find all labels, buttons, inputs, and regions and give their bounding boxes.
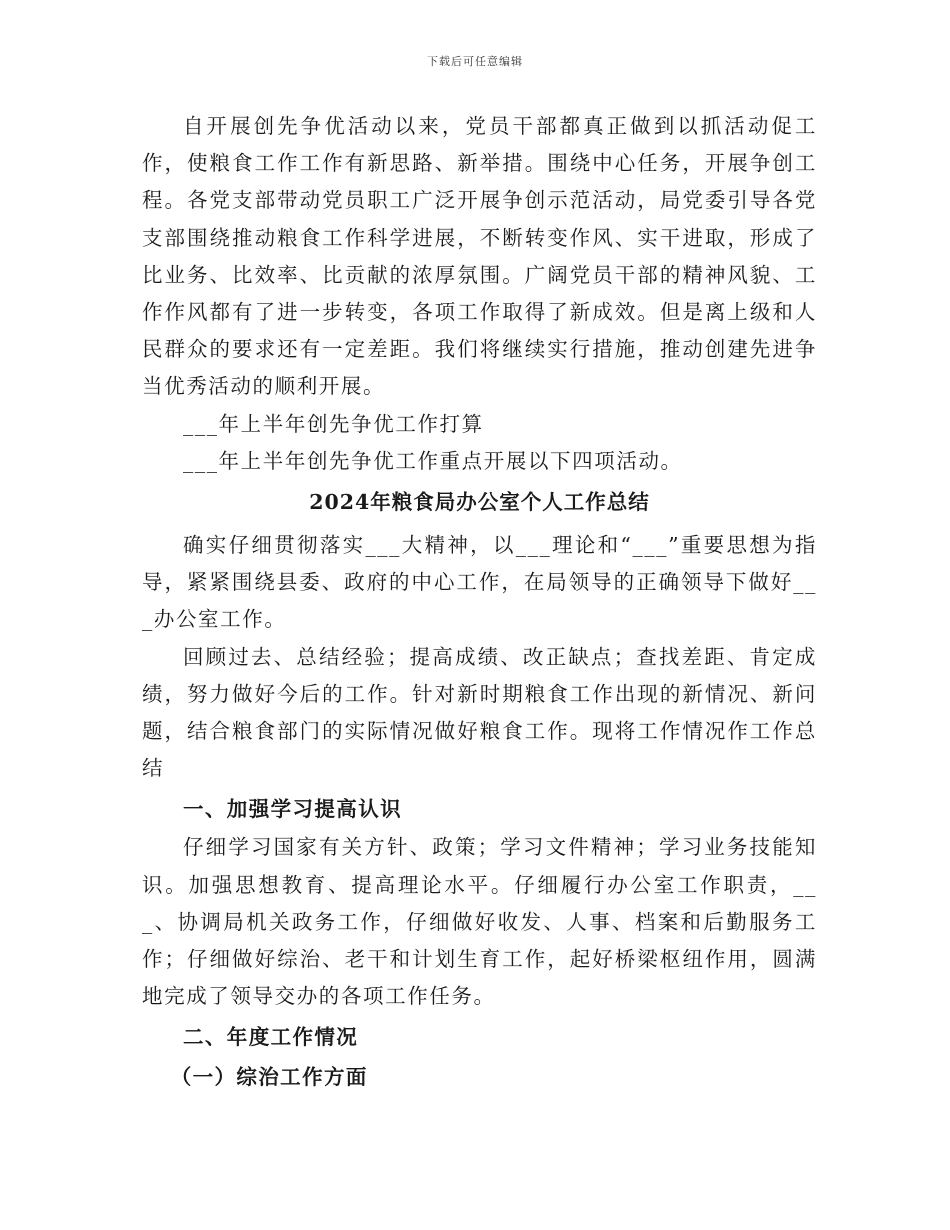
- header-note: 下载后可任意编辑: [427, 55, 523, 68]
- paragraph-plan-title: ___年上半年创先争优工作打算: [183, 411, 484, 436]
- section-heading-annual-work: 二、年度工作情况: [183, 1025, 359, 1050]
- section-heading-study: 一、加强学习提高认识: [183, 797, 402, 822]
- document-title: 2024年粮食局办公室个人工作总结: [309, 490, 650, 515]
- paragraph-plan-intro: ___年上半年创先争优工作重点开展以下四项活动。: [183, 448, 683, 473]
- document-body: [142, 108, 817, 1097]
- paragraph-study-body: 仔细学习国家有关方针、政策；学习文件精神；学习业务技能知识。加强思想教育、提高理论水平。仔细履行办公室工作职责，___、协调局机关政务工作，仔细做好收发、人事、档案和后勤服务工作；仔细做好综治、老干和计划生育工作，起好桥梁枢纽作用，圆满地完成了领导交办的各项工作任务。: [142, 835, 817, 1009]
- paragraph-review: 回顾过去、总结经验；提高成绩、改正缺点；查找差距、肯定成绩，努力做好今后的工作。针对新时期粮食工作出现的新情况、新问题，结合粮食部门的实际情况做好粮食工作。现将工作情况作工作总结: [142, 644, 817, 781]
- paragraph-activity-summary: 自开展创先争优活动以来，党员干部都真正做到以抓活动促工作，使粮食工作工作有新思路、新举措。围绕中心任务，开展争创工程。各党支部带动党员职工广泛开展争创示范活动，局党委引导各党支部围绕推动粮食工作科学进展，不断转变作风、实干进取，形成了比业务、比效率、比贡献的浓厚氛围。广阔党员干部的精神风貌、工作作风都有了进一步转变，各项工作取得了新成效。但是离上级和人民群众的要求还有一定差距。我们将继续实行措施，推动创建先进争当优秀活动的顺利开展。: [142, 114, 817, 399]
- subsection-heading-comprehensive-governance: （一）综治工作方面: [170, 1065, 368, 1090]
- paragraph-guiding-thought: 确实仔细贯彻落实___大精神，以___理论和“___”重要思想为指导，紧紧围绕县委、政府的中心工作，在局领导的正确领导下做好___办公室工作。: [142, 533, 817, 632]
